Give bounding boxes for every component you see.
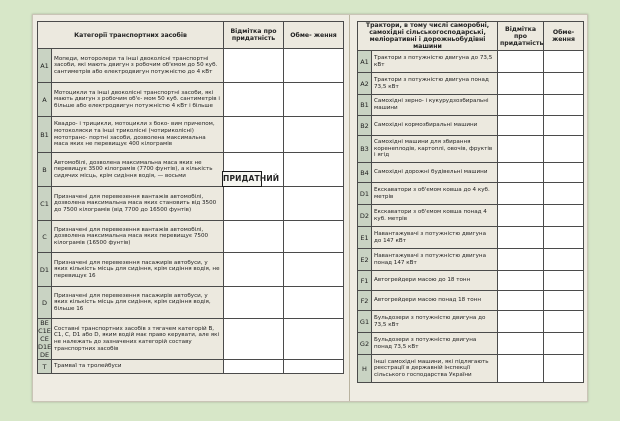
tractor-categories-table	[357, 21, 584, 383]
road-vehicle-categories-table	[37, 21, 344, 374]
table-row	[38, 253, 344, 287]
fitness-mark-cell	[498, 249, 544, 271]
category-description: Екскаватори з об'ємом ковша понад 4 куб. метрів	[372, 205, 498, 227]
restrictions-cell	[284, 360, 344, 374]
header-category: Трактори, в тому числі саморобні, самохідні сільськогосподарські, меліоративні і дорожньобудівні машини	[358, 22, 498, 51]
category-description: Інші самохідні машини, які підлягають реєстрації в державній інспекції сільського господарства України	[372, 355, 498, 383]
category-description: Бульдозери з потужністю двигуна понад 73,5 кВт	[372, 333, 498, 355]
category-description: Составні транспортних засобів з тягачем категорій B, C1, C, D1 або D, яким водій має право керувати, але які не належать до зазначених категорій составу транспортних засобів	[52, 319, 224, 360]
table-row	[358, 333, 584, 355]
category-description: Мопеди, моторолери та інші двоколісні транспортні засоби, які мають двигун з робочим об'ємом до 50 куб. сантиметрів або електродвигун потужністю до 4 кВт	[52, 49, 224, 83]
table-row	[358, 205, 584, 227]
fitness-mark-cell	[498, 116, 544, 136]
fitness-mark-cell	[498, 95, 544, 116]
fitness-mark-cell	[224, 49, 284, 83]
fitness-mark-cell	[498, 163, 544, 183]
category-description: Самохідні зерно- і кукурудзозбиральні машини	[372, 95, 498, 116]
category-description: Самохідні машини для збирання коренеплодів, картоплі, овочів, фруктів і ягід	[372, 136, 498, 163]
table-row	[38, 221, 344, 253]
fitness-mark-cell	[498, 183, 544, 205]
category-code: B1	[38, 117, 52, 153]
table-row	[38, 287, 344, 319]
restrictions-cell	[544, 116, 584, 136]
category-code: B1	[358, 95, 372, 116]
category-description: Трактори з потужністю двигуна до 73,5 кВт	[372, 51, 498, 73]
restrictions-cell	[284, 221, 344, 253]
restrictions-cell	[284, 319, 344, 360]
category-description: Трамваї та тролейбуси	[52, 360, 224, 374]
category-description: Призначені для перевезення пасажирів автобуси, у яких кількість місць для сидіння, крім сидіння водія, не перевищує 16	[52, 253, 224, 287]
table-row	[358, 116, 584, 136]
table-row	[358, 311, 584, 333]
category-code: A1	[358, 51, 372, 73]
category-description: Екскаватори з об'ємом ковша до 4 куб. метрів	[372, 183, 498, 205]
restrictions-cell	[544, 51, 584, 73]
category-description: Призначені для перевезення вантажів автомобілі, дозволена максимальна маса яких становить від 3500 до 7500 кілограмів (від 7700 до 16500 фунтів)	[52, 187, 224, 221]
document-page	[32, 14, 588, 402]
category-description: Призначені для перевезення пасажирів автобуси, у яких кількість місць для сидіння, крім сидіння водія, більше 16	[52, 287, 224, 319]
category-description: Самохідні кормозбиральні машини	[372, 116, 498, 136]
category-code: F2	[358, 291, 372, 311]
table-row	[358, 355, 584, 383]
restrictions-cell	[544, 205, 584, 227]
category-code: D2	[358, 205, 372, 227]
category-code: G2	[358, 333, 372, 355]
category-description: Бульдозери з потужністю двигуна до 73,5 кВт	[372, 311, 498, 333]
table-row	[358, 95, 584, 116]
category-code: D1	[358, 183, 372, 205]
restrictions-cell	[544, 95, 584, 116]
fitness-mark-cell	[498, 311, 544, 333]
fitness-mark-cell	[224, 360, 284, 374]
fitness-mark-cell	[224, 221, 284, 253]
fitness-mark-cell	[498, 227, 544, 249]
table-row	[358, 163, 584, 183]
table-row	[358, 136, 584, 163]
fitness-mark-cell	[224, 83, 284, 117]
fitness-mark-cell	[224, 117, 284, 153]
table-row	[38, 360, 344, 374]
fitness-mark-cell	[498, 271, 544, 291]
table-row	[38, 49, 344, 83]
restrictions-cell	[544, 355, 584, 383]
restrictions-cell	[544, 183, 584, 205]
header-mark: Відмітка про придатність	[224, 22, 284, 49]
restrictions-cell	[544, 73, 584, 95]
table-row	[358, 51, 584, 73]
fitness-mark-cell	[498, 355, 544, 383]
restrictions-cell	[544, 333, 584, 355]
restrictions-cell	[544, 136, 584, 163]
table-row	[358, 183, 584, 205]
category-description: Навантажувачі з потужністю двигуна до 147 кВт	[372, 227, 498, 249]
table-row	[358, 227, 584, 249]
header-restrictions: Обме- ження	[284, 22, 344, 49]
category-description: Автомобілі, дозволена максимальна маса яких не перевищує 3500 кілограмів (7700 фунтів), а кількість сидячих місць, крім сидіння водія, — восьми	[52, 153, 224, 187]
fitness-mark-cell	[498, 136, 544, 163]
table-row	[358, 291, 584, 311]
category-code: G1	[358, 311, 372, 333]
table-header-row	[38, 22, 344, 49]
table-row	[38, 83, 344, 117]
restrictions-cell	[284, 153, 344, 187]
restrictions-cell	[284, 49, 344, 83]
category-description: Квадро- і трицикли, мотоцикли з боко- вим причепом, мотоколяски та інші триколісні (чотириколісні) мототранс- портні засоби, дозволена максимальна маса яких не перевищує 400 кілограмів	[52, 117, 224, 153]
restrictions-cell	[544, 271, 584, 291]
category-code: A2	[358, 73, 372, 95]
table-row	[38, 187, 344, 221]
header-category: Категорії транспортних засобів	[38, 22, 224, 49]
table-row	[38, 319, 344, 360]
fitness-mark-cell	[224, 287, 284, 319]
fit-stamp: ПРИДАТНИЙ	[222, 171, 262, 187]
fitness-mark-cell	[498, 333, 544, 355]
category-code: B	[38, 153, 52, 187]
category-code: A1	[38, 49, 52, 83]
fitness-mark-cell	[224, 319, 284, 360]
restrictions-cell	[284, 253, 344, 287]
header-mark: Відмітка про придатність	[498, 22, 544, 51]
restrictions-cell	[284, 83, 344, 117]
category-description: Трактори з потужністю двигуна понад 73,5 кВт	[372, 73, 498, 95]
category-description: Призначені для перевезення вантажів автомобілі, дозволена максимальна маса яких перевищує 7500 кілограмів (16500 фунтів)	[52, 221, 224, 253]
fitness-mark-cell	[224, 187, 284, 221]
restrictions-cell	[544, 163, 584, 183]
category-description: Мотоцикли та інші двоколісні транспортні засоби, які мають двигун з робочим об'є- мом 50 куб. сантиметрів і більше або електродвигун потужністю 4 кВт і більше	[52, 83, 224, 117]
category-code: D1	[38, 253, 52, 287]
restrictions-cell	[544, 291, 584, 311]
category-code: B4	[358, 163, 372, 183]
restrictions-cell	[544, 311, 584, 333]
category-code: T	[38, 360, 52, 374]
table-row	[358, 249, 584, 271]
restrictions-cell	[544, 249, 584, 271]
restrictions-cell	[284, 117, 344, 153]
category-code: B2	[358, 116, 372, 136]
table-row	[358, 73, 584, 95]
table-row	[38, 153, 344, 187]
table-row	[358, 271, 584, 291]
restrictions-cell	[284, 187, 344, 221]
category-description: Автогрейдери масою понад 18 тонн	[372, 291, 498, 311]
category-code: F1	[358, 271, 372, 291]
category-description: Автогрейдери масою до 18 тонн	[372, 271, 498, 291]
category-description: Самохідні дорожні будівельні машини	[372, 163, 498, 183]
fitness-mark-cell	[498, 51, 544, 73]
header-restrictions: Обме- ження	[544, 22, 584, 51]
category-code: C1	[38, 187, 52, 221]
table-header-row	[358, 22, 584, 51]
restrictions-cell	[284, 287, 344, 319]
page-fold	[349, 15, 350, 401]
category-code: BE C1E CE D1E DE	[38, 319, 52, 359]
fitness-mark-cell	[498, 73, 544, 95]
table-row	[38, 117, 344, 153]
category-code: H	[358, 355, 372, 383]
fitness-mark-cell	[224, 253, 284, 287]
restrictions-cell	[544, 227, 584, 249]
fitness-mark-cell	[498, 205, 544, 227]
category-code: B3	[358, 136, 372, 163]
category-code: E2	[358, 249, 372, 271]
category-code: C	[38, 221, 52, 253]
category-code: D	[38, 287, 52, 319]
fitness-mark-cell	[498, 291, 544, 311]
category-description: Навантажувачі з потужністю двигуна понад 147 кВт	[372, 249, 498, 271]
category-code: A	[38, 83, 52, 117]
category-code: E1	[358, 227, 372, 249]
